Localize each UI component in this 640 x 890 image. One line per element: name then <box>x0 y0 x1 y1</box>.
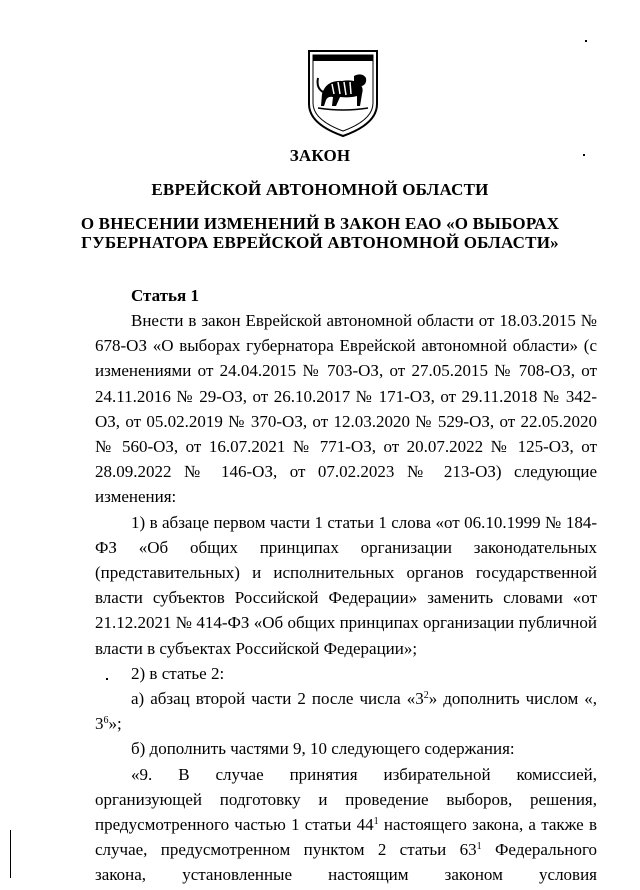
region-title: ЕВРЕЙСКОЙ АВТОНОМНОЙ ОБЛАСТИ <box>151 180 489 199</box>
law-subject-title <box>0 214 640 252</box>
article-heading: Статья 1 <box>131 286 199 305</box>
amendment-item-2a: а) абзац второй части 2 после числа «$3^2$» дополнить числом «, $3^6$»; <box>95 689 597 734</box>
amendment-item-1: 1) в абзаце первом части 1 статьи 1 слова «от 06.10.1999 № 184-ФЗ «Об общих принципах организации законодательных (представительных) и исполнительных органов государственной власти субъектов Российской Федерации» заменить словами «от 21.12.2021 № 414-ФЗ «Об общих принципах организации публичной власти в субъектах Российской Федерации»; <box>95 512 597 658</box>
law-subject-line-1: О ВНЕСЕНИИ ИЗМЕНЕНИЙ В ЗАКОН ЕАО «О ВЫБОРАХ <box>80 214 560 233</box>
article-intro-paragraph: Внести в закон Еврейской автономной области от 18.03.2015 № 678-ОЗ «О выборах губернатора Еврейской автономной области» (с изменениями от 24.04.2015 № 703-ОЗ, от 27.05.2015 № 708-ОЗ, от 24.11.2016 № 29-ОЗ, от 26.10.2017 № 171-ОЗ, от 29.11.2018 № 342-ОЗ, от 05.02.2019 № 370-ОЗ, от 12.03.2020 № 529-ОЗ, от 22.05.2020 № 560-ОЗ, от 16.07.2021 № 771-ОЗ, от 20.07.2022 № 125-ОЗ, от 28.09.2022 № 146-ОЗ, от 07.02.2023 № 213-ОЗ) следующие изменения: <box>95 311 597 507</box>
law-subject-line-2: ГУБЕРНАТОРА ЕВРЕЙСКОЙ АВТОНОМНОЙ ОБЛАСТИ» <box>81 233 559 252</box>
document-type-title: ЗАКОН <box>289 146 351 165</box>
quoted-new-text-paragraph: «9. В случае принятия избирательной комиссией, организующей подготовку и проведение выборов, решения, предусмотренного частью 1 статьи $44^1$ настоящего закона, а также в случае, предусмотренном пунктом 2 статьи $63^1$ Федерального закона, установленные настоящим законом условия <box>95 764 597 885</box>
scan-edge-line <box>10 830 11 878</box>
scan-speck <box>583 154 585 156</box>
article-body <box>95 308 597 888</box>
scan-speck <box>106 678 108 680</box>
amendment-item-2: 2) в статье 2: <box>131 663 225 683</box>
amendment-item-2b: б) дополнить частями 9, 10 следующего содержания: <box>131 739 515 759</box>
scan-speck <box>585 40 587 42</box>
coat-of-arms-tiger-icon <box>304 48 382 138</box>
